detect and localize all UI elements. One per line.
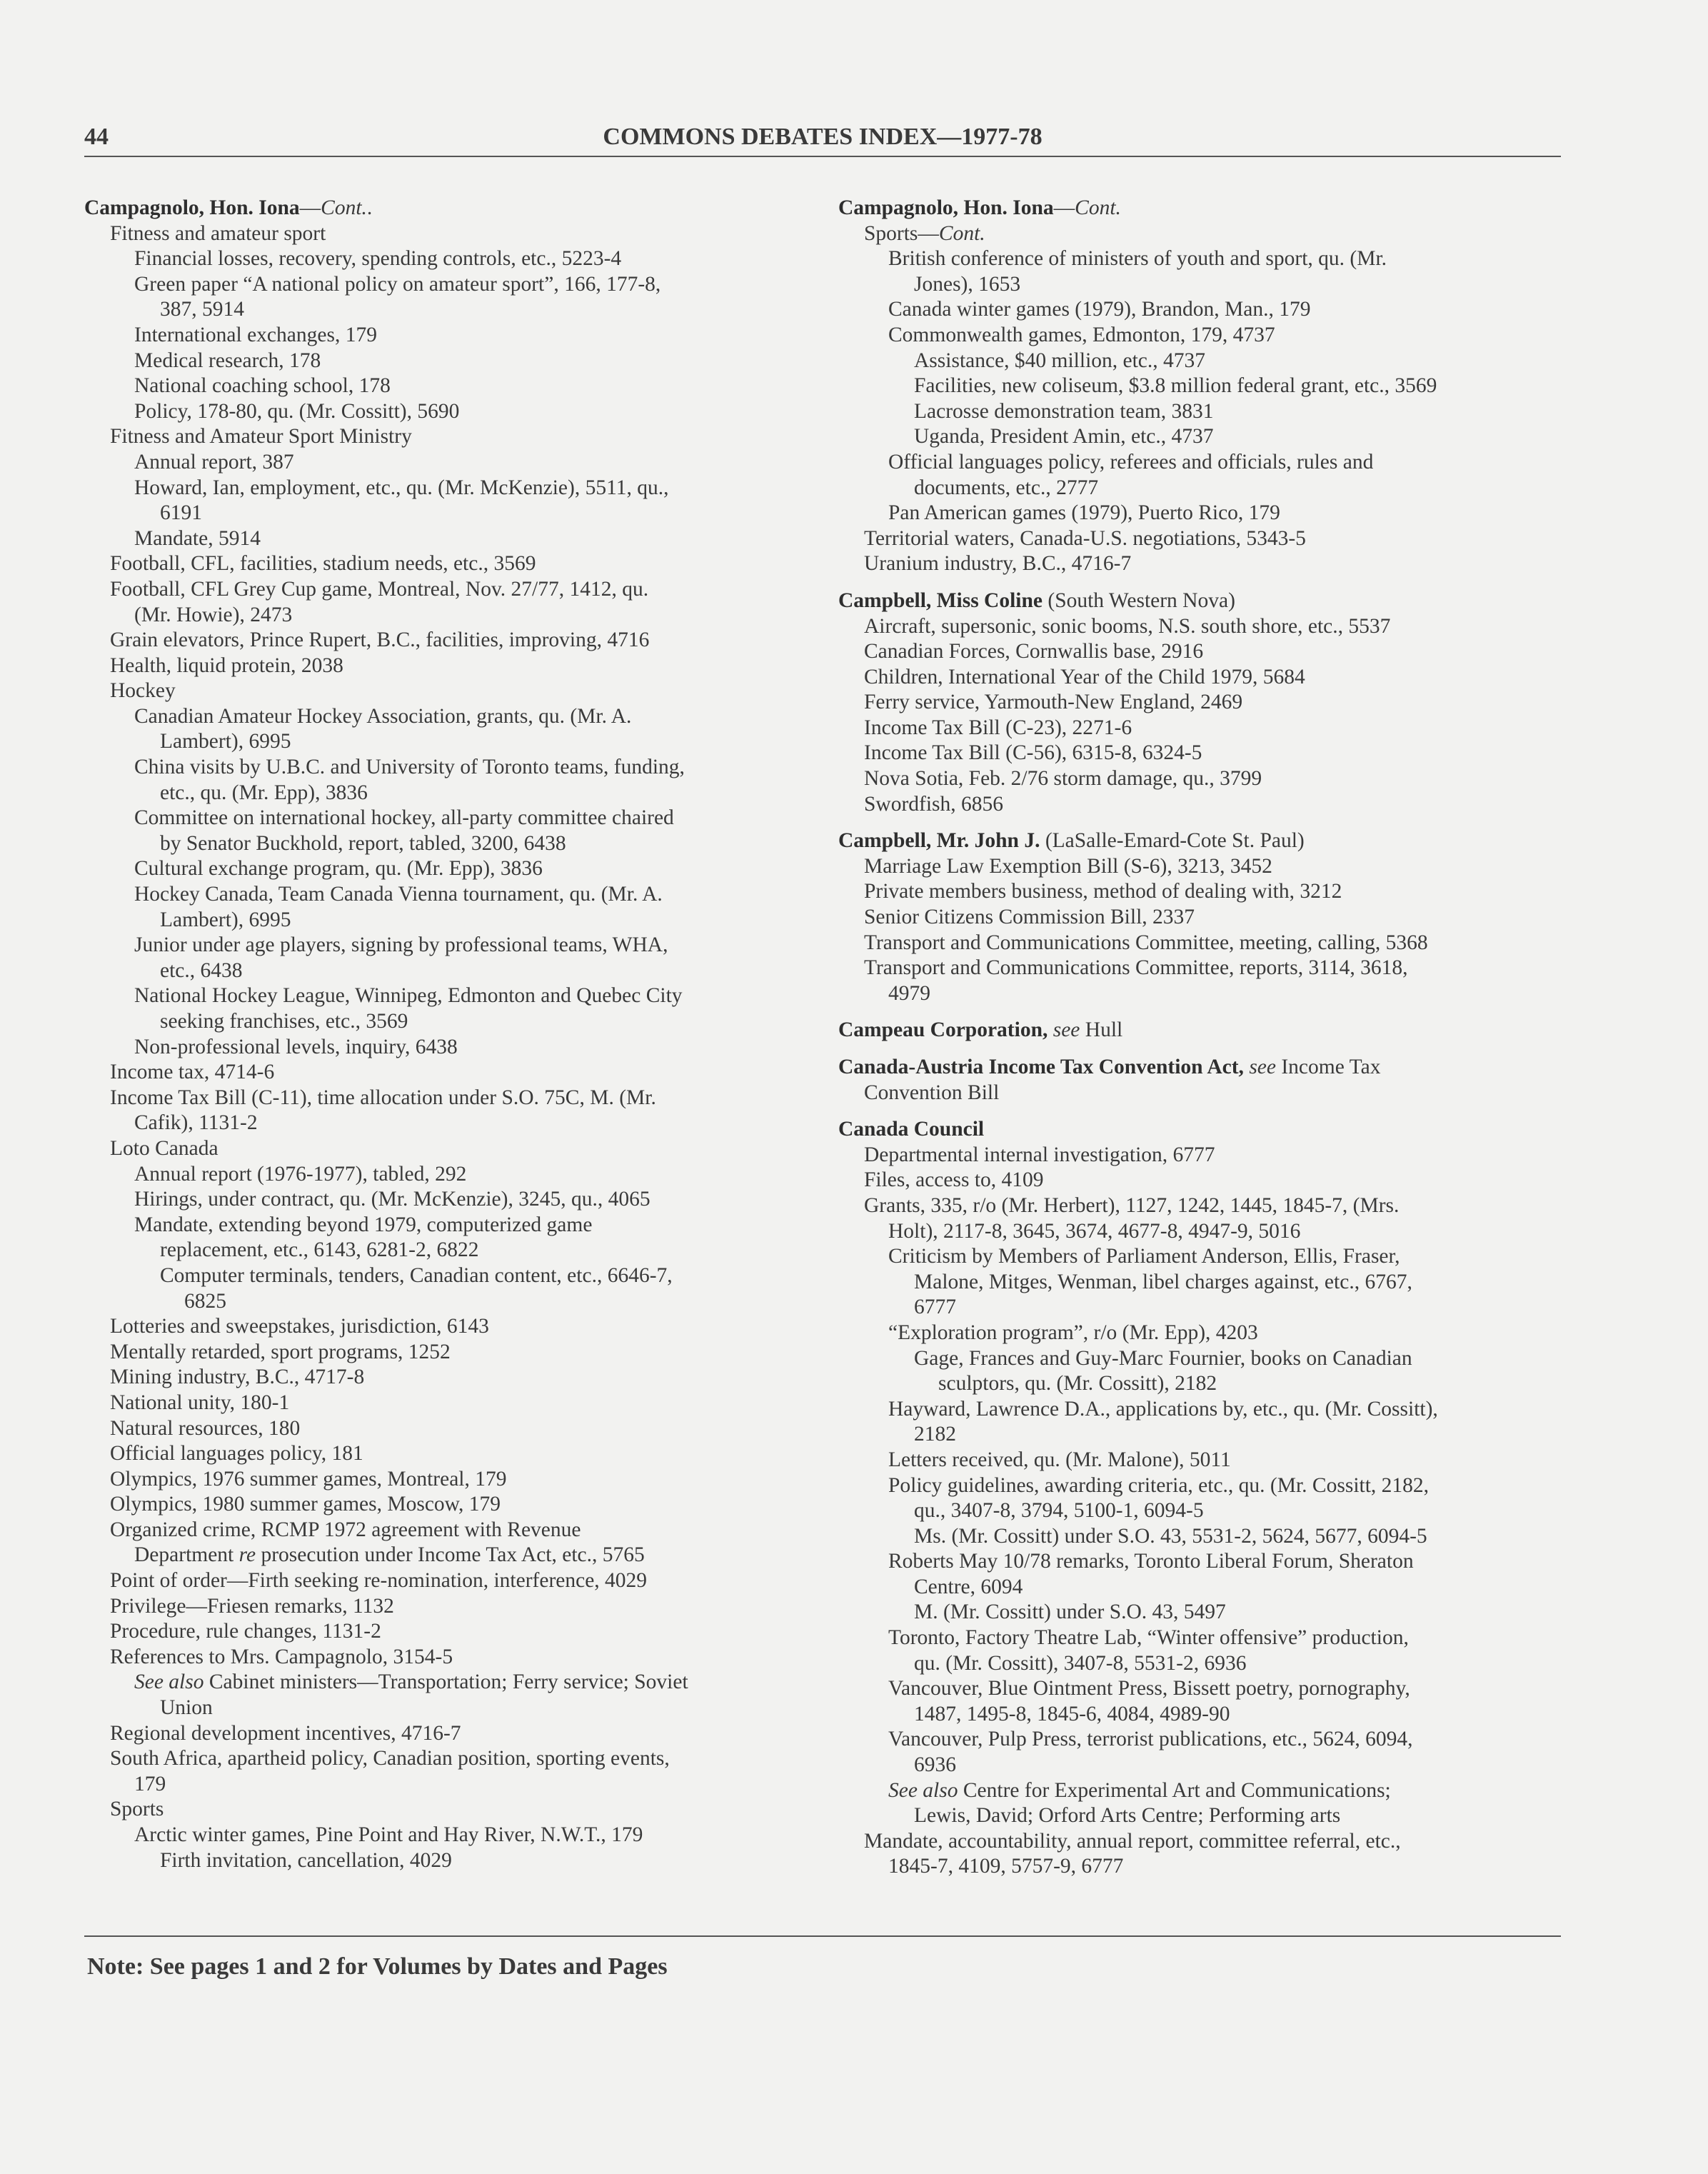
index-subentry xyxy=(838,1371,1552,1397)
index-subentry xyxy=(838,1321,1552,1346)
index-subentry xyxy=(84,1263,798,1289)
index-subentry xyxy=(84,551,798,577)
index-subentry xyxy=(84,1568,798,1594)
index-subentry xyxy=(838,1727,1552,1753)
index-subentry xyxy=(84,1009,798,1035)
index-subentry xyxy=(838,1803,1552,1829)
index-subentry xyxy=(84,704,798,730)
index-subentry xyxy=(838,1397,1552,1423)
index-subentry xyxy=(84,729,798,755)
index-subentry xyxy=(838,424,1552,450)
index-entry xyxy=(838,1018,1552,1043)
index-text: Income Tax Bill (C-23), 2271-6 xyxy=(864,716,1132,739)
index-text: Centre for Experimental Art and Communications; xyxy=(958,1778,1391,1802)
index-text xyxy=(1048,1018,1053,1041)
index-text: Senior Citizens Commission Bill, 2337 xyxy=(864,906,1195,929)
index-entry xyxy=(838,196,1552,577)
index-text: Union xyxy=(160,1696,213,1720)
index-subentry xyxy=(838,1778,1552,1804)
index-text: 2182 xyxy=(914,1423,956,1446)
index-text: Letters received, qu. (Mr. Malone), 5011 xyxy=(888,1448,1231,1471)
index-text: Arctic winter games, Pine Point and Hay River, N.W.T., 179 xyxy=(134,1823,643,1846)
index-text: Point of order—Firth seeking re-nomination, interference, 4029 xyxy=(110,1569,648,1593)
index-text: Health, liquid protein, 2038 xyxy=(110,653,343,677)
index-subentry xyxy=(84,1746,798,1772)
index-subentry xyxy=(84,1695,798,1721)
index-text: Campbell, Mr. John J. xyxy=(838,829,1040,853)
index-text: Vancouver, Blue Ointment Press, Bissett poetry, pornography, xyxy=(888,1677,1410,1700)
index-subentry xyxy=(838,1143,1552,1168)
index-text: Department xyxy=(134,1543,239,1567)
index-text: Lambert), 6995 xyxy=(160,730,291,753)
index-subentry xyxy=(838,1193,1552,1219)
index-text: Junior under age players, signing by professional teams, WHA, xyxy=(134,933,668,957)
index-text: etc., 6438 xyxy=(160,958,243,982)
index-subentry xyxy=(838,476,1552,501)
index-subentry xyxy=(838,1498,1552,1524)
index-text: 387, 5914 xyxy=(160,298,244,321)
index-text: Transport and Communications Committee, meeting, calling, 5368 xyxy=(864,931,1428,954)
index-text: Marriage Law Exemption Bill (S-6), 3213, 3452 xyxy=(864,854,1272,878)
index-text: Income Tax Bill (C-11), time allocation under S.O. 75C, M. (Mr. xyxy=(110,1086,656,1109)
index-subentry xyxy=(838,1473,1552,1499)
index-subentry xyxy=(838,792,1552,818)
index-text: Roberts May 10/78 remarks, Toronto Liberal Forum, Sheraton xyxy=(888,1550,1414,1573)
index-text: Annual report (1976-1977), tabled, 292 xyxy=(134,1162,467,1186)
index-text: Campagnolo, Hon. Iona xyxy=(838,196,1054,219)
index-subentry xyxy=(838,246,1552,272)
index-text: Hockey Canada, Team Canada Vienna tournament, qu. (Mr. A. xyxy=(134,883,663,906)
index-subentry xyxy=(84,450,798,476)
index-subentry xyxy=(838,399,1552,425)
index-text: Grain elevators, Prince Rupert, B.C., facilities, improving, 4716 xyxy=(110,628,650,652)
index-text: 6825 xyxy=(184,1289,226,1313)
index-subentry xyxy=(84,1340,798,1366)
index-subentry xyxy=(84,678,798,704)
index-subentry xyxy=(84,1797,798,1823)
page-number: 44 xyxy=(84,124,109,150)
index-text: Olympics, 1980 summer games, Moscow, 179 xyxy=(110,1493,501,1516)
index-subentry xyxy=(838,1702,1552,1728)
index-text: South Africa, apartheid policy, Canadian position, sporting events, xyxy=(110,1747,670,1770)
index-text: Centre, 6094 xyxy=(914,1575,1023,1598)
index-subentry xyxy=(84,1721,798,1747)
index-subentry xyxy=(84,1670,798,1695)
index-text: Canadian Forces, Cornwallis base, 2916 xyxy=(864,640,1204,663)
index-text: Natural resources, 180 xyxy=(110,1416,301,1440)
index-text: Mandate, accountability, annual report, committee referral, etc., xyxy=(864,1829,1401,1853)
index-text: Hull xyxy=(1080,1018,1123,1042)
index-subentry xyxy=(84,1848,798,1874)
index-subentry xyxy=(84,1111,798,1136)
index-subentry xyxy=(84,603,798,628)
index-subentry xyxy=(84,1060,798,1086)
index-text: sculptors, qu. (Mr. Cossitt), 2182 xyxy=(938,1372,1217,1396)
index-heading xyxy=(84,196,798,221)
index-subentry xyxy=(84,349,798,374)
index-text: Ms. (Mr. Cossitt) under S.O. 43, 5531-2, 5624, 5677, 6094-5 xyxy=(914,1524,1427,1548)
index-subentry xyxy=(838,221,1552,247)
index-text: Official languages policy, referees and officials, rules and xyxy=(888,450,1374,474)
index-text: Children, International Year of the Child 1979, 5684 xyxy=(864,665,1305,688)
index-text: Green paper “A national policy on amateur sport”, 166, 177-8, xyxy=(134,272,661,296)
index-subentry xyxy=(84,1492,798,1518)
index-subentry xyxy=(84,1594,798,1620)
index-text: National Hockey League, Winnipeg, Edmonton and Quebec City xyxy=(134,984,683,1008)
index-subentry xyxy=(84,1086,798,1111)
index-text: Canada Council xyxy=(838,1118,985,1141)
index-subentry xyxy=(838,1854,1552,1880)
footer-rule xyxy=(84,1935,1561,1937)
index-subentry xyxy=(838,1575,1552,1601)
index-subentry xyxy=(84,1365,798,1391)
index-text: Income Tax Bill (C-56), 6315-8, 6324-5 xyxy=(864,741,1202,765)
index-text: Mentally retarded, sport programs, 1252 xyxy=(110,1340,451,1363)
index-text: Facilities, new coliseum, $3.8 million federal grant, etc., 3569 xyxy=(914,374,1437,398)
index-subentry xyxy=(838,1244,1552,1270)
index-subentry xyxy=(84,983,798,1009)
index-text: Financial losses, recovery, spending controls, etc., 5223-4 xyxy=(134,247,622,271)
index-subentry xyxy=(84,476,798,501)
index-subentry xyxy=(838,905,1552,931)
index-text: Football, CFL, facilities, stadium needs, etc., 3569 xyxy=(110,552,536,576)
index-subentry xyxy=(838,639,1552,665)
index-text: National coaching school, 178 xyxy=(134,374,391,398)
index-subentry xyxy=(84,1162,798,1188)
index-text: Campagnolo, Hon. Iona xyxy=(84,196,300,219)
index-text: Transport and Communications Committee, reports, 3114, 3618, xyxy=(864,956,1408,980)
index-text: 6191 xyxy=(160,501,202,525)
index-text: Uganda, President Amin, etc., 4737 xyxy=(914,425,1214,449)
index-text: (South Western Nova) xyxy=(1043,588,1235,612)
index-text: Income tax, 4714-6 xyxy=(110,1061,275,1084)
index-text: Mandate, 5914 xyxy=(134,526,261,550)
index-subentry xyxy=(84,1518,798,1543)
index-subentry xyxy=(838,526,1552,552)
index-text: Pan American games (1979), Puerto Rico, 179 xyxy=(888,501,1280,525)
index-text: seeking franchises, etc., 3569 xyxy=(160,1010,408,1033)
index-heading xyxy=(838,1117,1552,1143)
index-subentry xyxy=(84,577,798,603)
index-text: Sports— xyxy=(864,221,939,245)
index-text: Files, access to, 4109 xyxy=(864,1168,1044,1192)
footer-note: Note: See pages 1 and 2 for Volumes by Dates and Pages xyxy=(87,1953,668,1980)
index-subentry xyxy=(84,1391,798,1416)
index-subentry xyxy=(84,246,798,272)
index-text: Grants, 335, r/o (Mr. Herbert), 1127, 1242, 1445, 1845-7, (Mrs. xyxy=(864,1193,1400,1217)
index-text: M. (Mr. Cossitt) under S.O. 43, 5497 xyxy=(914,1601,1226,1624)
index-text: (LaSalle-Emard-Cote St. Paul) xyxy=(1040,829,1305,853)
index-heading xyxy=(838,588,1552,614)
index-text: Mandate, extending beyond 1979, computerized game xyxy=(134,1213,593,1236)
index-subentry xyxy=(838,1270,1552,1296)
index-subentry xyxy=(838,741,1552,766)
index-subentry xyxy=(838,1549,1552,1575)
index-text: Departmental internal investigation, 6777 xyxy=(864,1143,1215,1166)
index-subentry xyxy=(84,1441,798,1467)
index-text: National unity, 180-1 xyxy=(110,1391,290,1414)
index-subentry xyxy=(84,856,798,882)
index-text: Firth invitation, cancellation, 4029 xyxy=(160,1848,452,1872)
index-text: 4979 xyxy=(888,981,930,1005)
index-subentry xyxy=(838,1600,1552,1626)
index-text: Regional development incentives, 4716-7 xyxy=(110,1721,461,1745)
index-text: Aircraft, supersonic, sonic booms, N.S. south shore, etc., 5537 xyxy=(864,614,1391,638)
index-text: documents, etc., 2777 xyxy=(914,476,1099,499)
index-text: Income Tax xyxy=(1275,1056,1381,1078)
index-text: 6936 xyxy=(914,1753,956,1777)
index-subentry xyxy=(838,1626,1552,1651)
index-text: Cont. xyxy=(1075,196,1121,219)
index-subentry xyxy=(838,551,1552,577)
index-text: Canadian Amateur Hockey Association, grants, qu. (Mr. A. xyxy=(134,704,632,728)
index-entry xyxy=(838,1117,1552,1880)
index-subentry xyxy=(84,272,798,298)
index-subentry xyxy=(838,450,1552,476)
index-text: See also xyxy=(134,1670,204,1694)
index-text: Toronto, Factory Theatre Lab, “Winter offensive” production, xyxy=(888,1626,1409,1650)
index-subentry xyxy=(84,1467,798,1493)
index-text: Criticism by Members of Parliament Anderson, Ellis, Fraser, xyxy=(888,1245,1400,1268)
index-text: Gage, Frances and Guy-Marc Fournier, books on Canadian xyxy=(914,1346,1412,1370)
index-text: Canada winter games (1979), Brandon, Man., 179 xyxy=(888,298,1311,321)
index-text: Lacrosse demonstration team, 3831 xyxy=(914,399,1214,423)
index-subentry xyxy=(838,501,1552,526)
index-text: Olympics, 1976 summer games, Montreal, 179 xyxy=(110,1467,507,1491)
index-text: Commonwealth games, Edmonton, 179, 4737 xyxy=(888,323,1275,346)
index-subentry xyxy=(84,653,798,679)
index-text: . xyxy=(366,196,373,219)
index-text: Cont. xyxy=(321,196,367,219)
index-text: Sports xyxy=(110,1798,164,1821)
index-text: Assistance, $40 million, etc., 4737 xyxy=(914,349,1206,372)
index-subentry xyxy=(84,1416,798,1442)
index-subentry xyxy=(84,1035,798,1061)
index-subentry xyxy=(84,1187,798,1213)
index-text: Non-professional levels, inquiry, 6438 xyxy=(134,1035,458,1058)
index-subentry xyxy=(84,781,798,806)
index-subentry xyxy=(84,1136,798,1162)
index-subentry xyxy=(84,374,798,399)
index-subentry xyxy=(838,1753,1552,1778)
page-header xyxy=(84,119,1561,156)
index-text: Uranium industry, B.C., 4716-7 xyxy=(864,552,1132,576)
index-subentry xyxy=(84,1619,798,1645)
index-heading xyxy=(838,1018,1552,1043)
index-text: re xyxy=(238,1543,256,1567)
index-text: Computer terminals, tenders, Canadian content, etc., 6646-7, xyxy=(160,1263,673,1287)
index-subentry xyxy=(838,981,1552,1007)
index-text: Policy, 178-80, qu. (Mr. Cossitt), 5690 xyxy=(134,399,460,423)
index-entry xyxy=(838,1055,1552,1106)
index-entry xyxy=(84,196,798,1873)
index-subentry xyxy=(838,1829,1552,1855)
index-entry xyxy=(838,588,1552,817)
index-heading xyxy=(838,196,1552,221)
header-rule xyxy=(84,156,1561,157)
index-text: Private members business, method of dealing with, 3212 xyxy=(864,880,1342,903)
index-text: Lambert), 6995 xyxy=(160,908,291,931)
index-text: Lewis, David; Orford Arts Centre; Performing arts xyxy=(914,1804,1341,1828)
index-text: Procedure, rule changes, 1131-2 xyxy=(110,1620,381,1643)
index-subentry xyxy=(84,882,798,908)
index-text: see xyxy=(1053,1018,1080,1042)
index-text: — xyxy=(299,196,321,219)
index-subentry xyxy=(84,933,798,958)
index-text: Holt), 2117-8, 3645, 3674, 4677-8, 4947-9, 5016 xyxy=(888,1219,1301,1243)
index-subentry xyxy=(84,831,798,857)
index-text: Organized crime, RCMP 1972 agreement with Revenue xyxy=(110,1518,581,1541)
index-subentry xyxy=(84,908,798,933)
index-text: Medical research, 178 xyxy=(134,349,321,372)
index-text: See also xyxy=(888,1778,958,1802)
index-subentry xyxy=(84,399,798,425)
index-subentry xyxy=(838,272,1552,298)
index-text: Lotteries and sweepstakes, jurisdiction, 6143 xyxy=(110,1315,489,1338)
index-subentry xyxy=(838,1295,1552,1321)
index-column-left xyxy=(84,196,798,1873)
index-text: (Mr. Howie), 2473 xyxy=(134,603,293,626)
index-text: Ferry service, Yarmouth-New England, 2469 xyxy=(864,691,1243,714)
running-title: COMMONS DEBATES INDEX—1977-78 xyxy=(603,124,1043,150)
index-heading xyxy=(838,828,1552,854)
index-subentry xyxy=(84,628,798,653)
index-subentry xyxy=(84,501,798,526)
index-subentry xyxy=(84,1823,798,1848)
index-text: Annual report, 387 xyxy=(134,450,294,474)
index-text: Loto Canada xyxy=(110,1136,218,1160)
index-subentry xyxy=(838,854,1552,880)
index-text: Cont. xyxy=(938,221,985,245)
index-text: Policy guidelines, awarding criteria, etc., qu. (Mr. Cossitt, 2182, xyxy=(888,1473,1430,1497)
index-text: Hayward, Lawrence D.A., applications by, etc., qu. (Mr. Cossitt), xyxy=(888,1397,1438,1421)
index-subentry xyxy=(838,879,1552,905)
index-text: 1845-7, 4109, 5757-9, 6777 xyxy=(888,1855,1124,1878)
index-subentry xyxy=(84,1645,798,1670)
index-subentry xyxy=(84,1314,798,1340)
index-text: Campeau Corporation, xyxy=(838,1018,1048,1042)
index-text: replacement, etc., 6143, 6281-2, 6822 xyxy=(160,1238,479,1262)
index-text: Malone, Mitges, Wenman, libel charges against, etc., 6767, xyxy=(914,1270,1412,1293)
index-text: Hockey xyxy=(110,679,176,703)
index-text: “Exploration program”, r/o (Mr. Epp), 4203 xyxy=(888,1321,1258,1344)
index-text: Committee on international hockey, all-party committee chaired xyxy=(134,806,674,830)
index-subentry xyxy=(838,349,1552,374)
index-text: etc., qu. (Mr. Epp), 3836 xyxy=(160,781,368,804)
index-text: References to Mrs. Campagnolo, 3154-5 xyxy=(110,1645,453,1668)
index-subentry xyxy=(84,806,798,831)
index-text: qu., 3407-8, 3794, 5100-1, 6094-5 xyxy=(914,1499,1204,1523)
index-subentry xyxy=(84,221,798,247)
index-text: see xyxy=(1249,1056,1276,1078)
index-text: China visits by U.B.C. and University of Toronto teams, funding, xyxy=(134,756,685,779)
index-text: Hirings, under contract, qu. (Mr. McKenzie), 3245, qu., 4065 xyxy=(134,1188,650,1211)
index-subentry xyxy=(838,1422,1552,1448)
index-subentry xyxy=(838,665,1552,691)
index-subentry xyxy=(838,1081,1552,1106)
index-text: prosecution under Income Tax Act, etc., 5765 xyxy=(256,1543,645,1567)
index-subentry xyxy=(838,956,1552,981)
index-subentry xyxy=(838,323,1552,349)
index-subentry xyxy=(838,1651,1552,1677)
index-subentry xyxy=(838,690,1552,716)
index-subentry xyxy=(84,1289,798,1315)
index-subentry xyxy=(838,931,1552,956)
index-subentry xyxy=(838,1524,1552,1550)
index-text: 179 xyxy=(134,1772,166,1795)
index-text: 6777 xyxy=(914,1296,956,1319)
index-text: by Senator Buckhold, report, tabled, 3200, 6438 xyxy=(160,831,566,855)
index-subentry xyxy=(838,1448,1552,1473)
index-text: Howard, Ian, employment, etc., qu. (Mr. McKenzie), 5511, qu., xyxy=(134,476,669,499)
index-text: Fitness and Amateur Sport Ministry xyxy=(110,425,412,449)
index-text: Swordfish, 6856 xyxy=(864,792,1004,816)
index-subentry xyxy=(84,1238,798,1263)
index-text: International exchanges, 179 xyxy=(134,323,377,346)
index-subentry xyxy=(84,1213,798,1238)
index-text: Official languages policy, 181 xyxy=(110,1442,363,1466)
index-text: Cabinet ministers—Transportation; Ferry service; Soviet xyxy=(204,1670,688,1694)
index-text: Cultural exchange program, qu. (Mr. Epp), 3836 xyxy=(134,857,543,881)
index-subentry xyxy=(838,766,1552,792)
index-text: Fitness and amateur sport xyxy=(110,221,326,245)
index-text: — xyxy=(1053,196,1075,219)
index-text: British conference of ministers of youth and sport, qu. (Mr. xyxy=(888,247,1387,271)
index-text: Vancouver, Pulp Press, terrorist publications, etc., 5624, 6094, xyxy=(888,1728,1413,1751)
index-text: 1487, 1495-8, 1845-6, 4084, 4989-90 xyxy=(914,1702,1230,1725)
index-text: Football, CFL Grey Cup game, Montreal, Nov. 27/77, 1412, qu. xyxy=(110,577,649,601)
index-entry xyxy=(838,828,1552,1006)
index-subentry xyxy=(838,374,1552,399)
index-text: Territorial waters, Canada-U.S. negotiations, 5343-5 xyxy=(864,526,1306,550)
index-subentry xyxy=(838,716,1552,741)
index-subentry xyxy=(838,1168,1552,1193)
index-text: qu. (Mr. Cossitt), 3407-8, 5531-2, 6936 xyxy=(914,1651,1247,1675)
index-subentry xyxy=(84,323,798,349)
index-subentry xyxy=(838,1676,1552,1702)
index-subentry xyxy=(838,297,1552,323)
index-subentry xyxy=(838,614,1552,640)
index-subentry xyxy=(84,297,798,323)
index-subentry xyxy=(84,424,798,450)
index-text: Mining industry, B.C., 4717-8 xyxy=(110,1366,365,1389)
index-text: Canada-Austria Income Tax Convention Act, xyxy=(838,1056,1244,1078)
index-subentry xyxy=(84,755,798,781)
index-text: Campbell, Miss Coline xyxy=(838,588,1043,612)
index-text: Jones), 1653 xyxy=(914,272,1021,296)
index-heading xyxy=(838,1055,1552,1081)
index-subentry xyxy=(84,958,798,984)
index-text: Convention Bill xyxy=(864,1081,1000,1104)
index-subentry xyxy=(838,1346,1552,1372)
index-text: Privilege—Friesen remarks, 1132 xyxy=(110,1594,394,1618)
index-subentry xyxy=(84,526,798,552)
index-column-right xyxy=(838,196,1552,1880)
index-text: Nova Sotia, Feb. 2/76 storm damage, qu., 3799 xyxy=(864,767,1262,791)
index-subentry xyxy=(84,1543,798,1568)
index-text: Cafik), 1131-2 xyxy=(134,1111,258,1135)
index-subentry xyxy=(838,1219,1552,1245)
index-subentry xyxy=(84,1772,798,1798)
